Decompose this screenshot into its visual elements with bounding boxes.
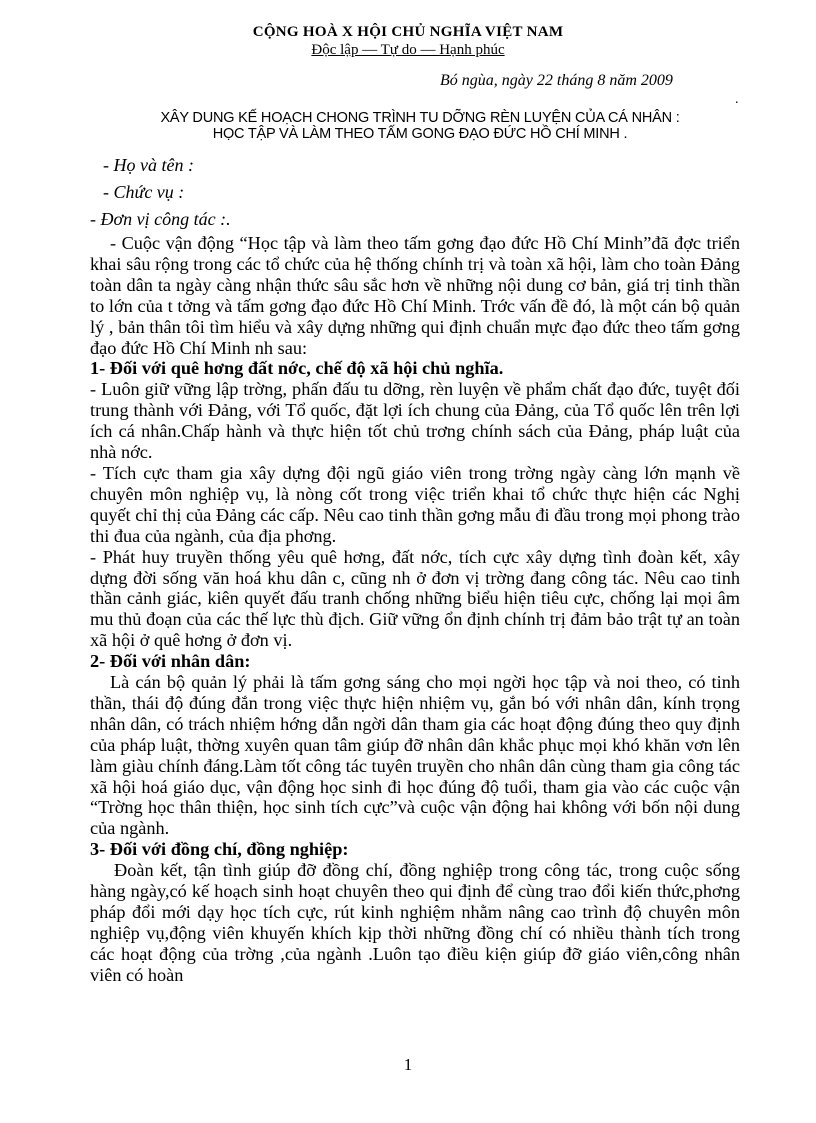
title-line-1: XÂY DUNG KẾ HOẠCH CHONG TRÌNH TU DỠNG RÈN LUYỆN CỦA CÁ NHÂN : bbox=[160, 110, 680, 126]
document-body bbox=[90, 233, 740, 986]
motto-subtitle-text: Độc lập — Tự do — Hạnh phúc bbox=[311, 42, 505, 58]
motto-subtitle bbox=[0, 42, 816, 59]
document-title bbox=[60, 110, 780, 142]
section-1-heading: 1- Đối với quê hơng đất nớc, chế độ xã hội chủ nghĩa. bbox=[90, 358, 504, 379]
intro-paragraph: - Cuộc vận động “Học tập và làm theo tấm gơng đạo đức Hồ Chí Minh”đã đợc triển khai sâu rộng trong các tổ chức của hệ thống chính trị và toàn xã hội, làm cho toàn Đảng toàn dân ta ngày càng nhận thức sâu sắc hơn về những nội dung cơ bản, giá trị tinh thần to lớn của t tởng và tấm gơng đạo đức Hồ Chí Minh. Trớc vấn đề đó, là một cán bộ quản lý , bản thân tôi tìm hiểu và xây dựng những qui định chuẩn mực đạo đức theo tấm gơng đạo đức Hồ Chí Minh nh sau: bbox=[90, 233, 740, 358]
national-motto: CỘNG HOÀ X HỘI CHỦ NGHĨA VIỆT NAM bbox=[252, 24, 564, 40]
date-line: Bó ngùa, ngày 22 tháng 8 năm 2009 bbox=[440, 72, 673, 89]
field-name: - Họ và tên : bbox=[103, 155, 194, 175]
section-2-heading: 2- Đối với nhân dân: bbox=[90, 651, 251, 672]
page-number: 1 bbox=[403, 1055, 413, 1074]
section-1-paragraph-2: - Tích cực tham gia xây dựng đội ngũ giáo viên trong trờng ngày càng lớn mạnh về chuyên môn nghiệp vụ, là nòng cốt trong việc triển khai tổ chức thực hiện các Nghị quyết chỉ thị của Đảng các cấp. Nêu cao tinh thần gơng mẫu đi đầu trong mọi phong trào thi đua của ngành, của địa phơng. bbox=[90, 462, 740, 546]
section-1-paragraph-1: - Luôn giữ vững lập trờng, phấn đấu tu dỡng, rèn luyện về phẩm chất đạo đức, tuyệt đối trung thành với Đảng, với Tổ quốc, đặt lợi ích chung của Đảng, của Tổ quốc lên trên lợi ích cá nhân.Chấp hành và thực hiện tốt chủ trơng chính sách của Đảng, pháp luật của nhà nớc. bbox=[90, 379, 740, 463]
field-position: - Chức vụ : bbox=[103, 182, 185, 202]
section-3-paragraph: Đoàn kết, tận tình giúp đỡ đồng chí, đồng nghiệp trong công tác, trong cuộc sống hàng ngày,có kế hoạch sinh hoạt chuyên theo qui định để cùng trao đổi kiến thức,phơng pháp đổi mới dạy học tích cực, rút kinh nghiệm nhằm nâng cao trình độ chuyên môn nghiệp vụ,động viên khuyến khích kịp thời những đồng chí có nhiều thành tích trong các hoạt động của trờng ,của ngành .Luôn tạo điều kiện giúp đỡ giáo viên,công nhân viên có hoàn bbox=[90, 860, 740, 985]
stray-dot: . bbox=[735, 92, 739, 107]
title-line-2: HỌC TẬP VÀ LÀM THEO TẤM GONG ĐẠO ĐỨC HỒ CHÍ MINH . bbox=[212, 126, 628, 142]
field-unit: - Đơn vị công tác :. bbox=[90, 209, 231, 229]
section-1-paragraph-3: - Phát huy truyền thống yêu quê hơng, đất nớc, tích cực xây dựng tình đoàn kết, xây dựng đời sống văn hoá khu dân c, cũng nh ở đơn vị trờng đang công tác. Nêu cao tinh thần cảnh giác, kiên quyết đấu tranh chống những biểu hiện tiêu cực, chống lại mọi âm mu thủ đoạn của các thế lực thù địch. Giữ vững ổn định chính trị đảm bảo trật tự an toàn xã hội ở quê hơng ở đơn vị. bbox=[90, 546, 740, 651]
section-2-paragraph: Là cán bộ quản lý phải là tấm gơng sáng cho mọi ngời học tập và noi theo, có tinh thần, thái độ đúng đắn trong việc thực hiện nhiệm vụ, gắn bó với nhân dân, kính trọng nhân dân, có trách nhiệm hớng dẫn ngời dân tham gia các hoạt động đúng theo quy định của pháp luật, thờng xuyên quan tâm giúp đỡ nhân dân khắc phục mọi khó khăn vơn lên làm giàu chính đáng.Làm tốt công tác tuyên truyền cho nhân dân cùng tham gia công tác xã hội hoá giáo dục, vận động học sinh đi học đúng độ tuổi, tham gia vào các cuộc vận “Trờng học thân thiện, học sinh tích cực”và cuộc vận động hai không với bốn nội dung của ngành. bbox=[90, 672, 740, 839]
section-3-heading: 3- Đối với đồng chí, đồng nghiệp: bbox=[90, 839, 349, 860]
